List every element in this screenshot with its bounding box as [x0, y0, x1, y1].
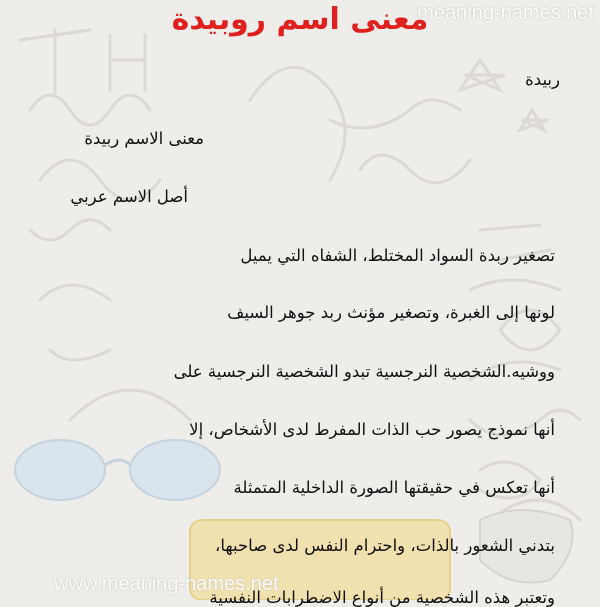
text-line-meaning-heading: معنى الاسم ربيدة: [84, 129, 204, 148]
text-line: أنها تعكس في حقيقتها الصورة الداخلية المتمثلة: [233, 478, 555, 497]
text-line: لونها إلى الغبرة، وتصغير مؤنث ربد جوهر السيف: [227, 303, 555, 322]
text-line: وتعتبر هذه الشخصية من أنواع الاضطرابات النفسية: [209, 588, 555, 607]
text-line: بتدني الشعور بالذات، واحترام النفس لدى صاحبها،: [215, 536, 555, 555]
text-line-name: ربيدة: [525, 70, 560, 89]
text-line: ووشيه.الشخصية النرجسية تبدو الشخصية النرجسية على: [173, 362, 555, 381]
text-line-origin: أصل الاسم عربي: [70, 187, 188, 206]
page-title: معنى اسم روبيدة: [171, 2, 429, 37]
watermark-top: meaning-names.net: [417, 2, 594, 24]
text-line: تصغير ربدة السواد المختلط، الشفاه التي يميل: [240, 246, 555, 265]
watermark-bottom: www.meaning-names.net: [54, 573, 279, 595]
text-line: أنها نموذج يصور حب الذات المفرط لدى الأشخاص، إلا: [189, 420, 555, 439]
